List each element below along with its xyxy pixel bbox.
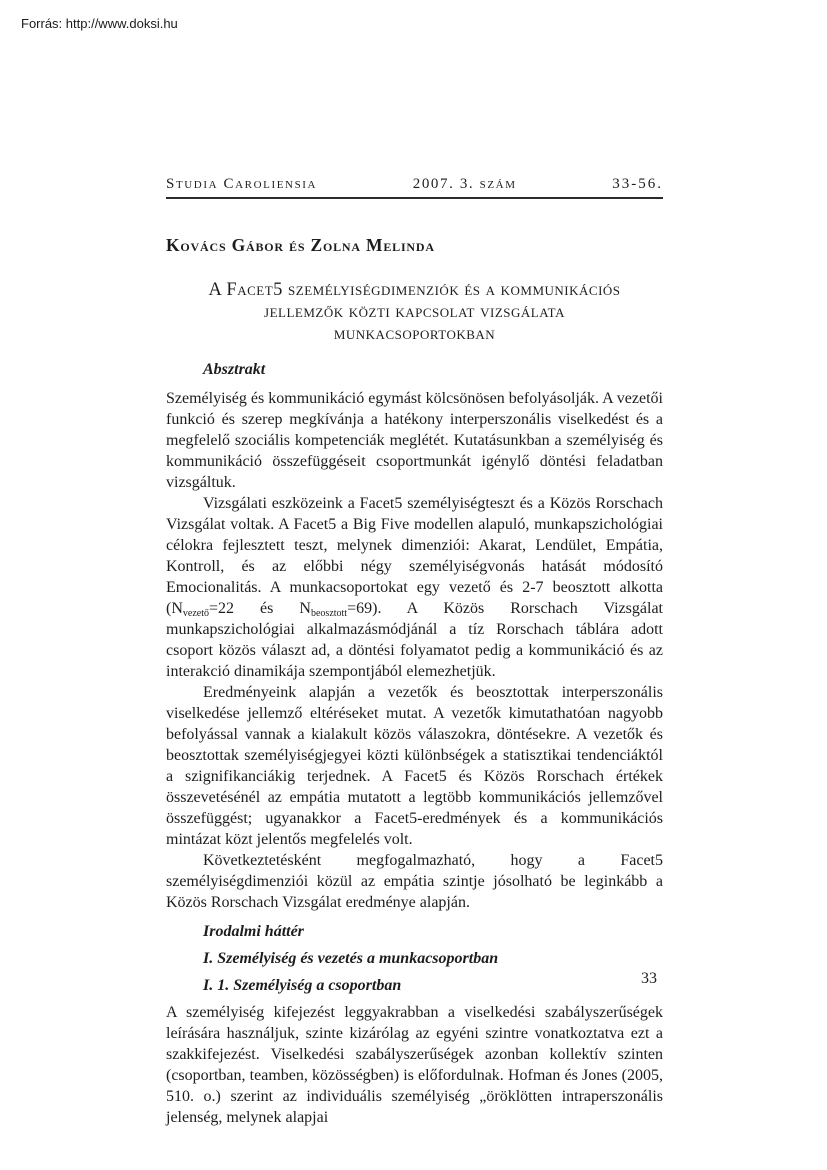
abstract-heading: Absztrakt bbox=[203, 361, 266, 378]
abstract-paragraph-2 bbox=[166, 493, 663, 682]
article-title bbox=[166, 279, 663, 345]
subscript-vezeto: vezető bbox=[182, 608, 209, 619]
title-line-2: jellemzők közti kapcsolat vizsgálata bbox=[264, 302, 565, 322]
abstract-p2-segment-2: =22 és N bbox=[208, 600, 311, 617]
section-heading-literature: Irodalmi háttér bbox=[203, 923, 304, 940]
title-line-3: munkacsoportokban bbox=[333, 324, 496, 344]
subscript-beosztott: beosztott bbox=[310, 608, 348, 619]
abstract-paragraph-1: Személyiség és kommunikáció egymást kölcsönösen befolyásolják. A vezetői funkció és szerep megkívánja a hatékony interperszonális viselkedést és a megfelelő szociális kompetenciák meglétét. Kutatásunkban a személyiség és kommunikáció összefüggéseit csoportmunkát igénylő döntési feladatban vizsgáltuk. bbox=[166, 390, 663, 491]
abstract-p2-segment-3: =69). A Közös Rorschach Vizsgálat munkapszichológiai alkalmazásmódjánál a tíz Rorschach táblára adott csoport közös választ ad, a döntési folyamatot pedig a kommunikáció és az interakció dinamikája szempontjából elemezhetjük. bbox=[166, 600, 663, 680]
issue-label: 2007. 3. szám bbox=[412, 176, 517, 192]
abstract-paragraph-3: Eredményeink alapján a vezetők és beosztottak interperszonális viselkedése jellemző eltéréseket mutat. A vezetők kimutathatóan nagyobb befolyással vannak a kialakult közös válaszokra, döntésekre. A vezetők és beosztottak személyiségjegyei közti különbségek a statisztikai tendenciáktól a szignifikanciákig terjednek. A Facet5 és Közös Rorschach értékek összevetésénél az empátia mutatott a legtöbb kommunikációs jellemzővel összefüggést; ugyanakkor a Facet5-eredmények és a kommunikációs mintázat közt jelentős megfelelés volt. bbox=[166, 684, 663, 848]
page-range: 33-56. bbox=[612, 176, 663, 192]
section-heading-1: I. Személyiség és vezetés a munkacsoportban bbox=[203, 950, 499, 967]
abstract-p2-segment-1: Vizsgálati eszközeink a Facet5 személyiségteszt és a Közös Rorschach Vizsgálat voltak. A Facet5 a Big Five modellen alapuló, munkapszichológiai célokra fejlesztett teszt, melynek dimenziói: Akarat, Lendület, Empátia, Kontroll, és az előbbi négy személyiségvonás hatását módosító Emocionalitás. A munkacsoportokat egy vezető és 2-7 beosztott alkotta (N bbox=[166, 495, 663, 617]
journal-header bbox=[166, 176, 663, 199]
author-line: Kovács Gábor és Zolna Melinda bbox=[166, 235, 435, 255]
abstract-paragraph-4: Következtetésként megfogalmazható, hogy a Facet5 személyiségdimenziói közül az empátia szintje jósolható be leginkább a Közös Rorschach Vizsgálat eredménye alapján. bbox=[166, 852, 663, 911]
body-paragraph-1: A személyiség kifejezést leggyakrabban a viselkedési szabályszerűségek leírására használjuk, szinte kizárólag az egyéni szintre vonatkoztatva ezt a szakkifejezést. Viselkedési szabályszerűségek azonban kollektív szinten (csoportban, teamben, közösségben) is előfordulnak. Hofman és Jones (2005, 510. o.) szerint az individuális személyiség „öröklötten intraperszonális jelenség, melynek alapjai bbox=[166, 1004, 663, 1126]
title-line-1: A Facet5 személyiségdimenziók és a kommunikációs bbox=[208, 280, 621, 300]
page-number: 33 bbox=[641, 970, 657, 987]
page-content bbox=[166, 0, 663, 1128]
journal-title: Studia Caroliensia bbox=[166, 176, 318, 192]
section-heading-1-1: I. 1. Személyiség a csoportban bbox=[203, 977, 402, 994]
watermark-source-url: Forrás: http://www.doksi.hu bbox=[21, 16, 178, 31]
